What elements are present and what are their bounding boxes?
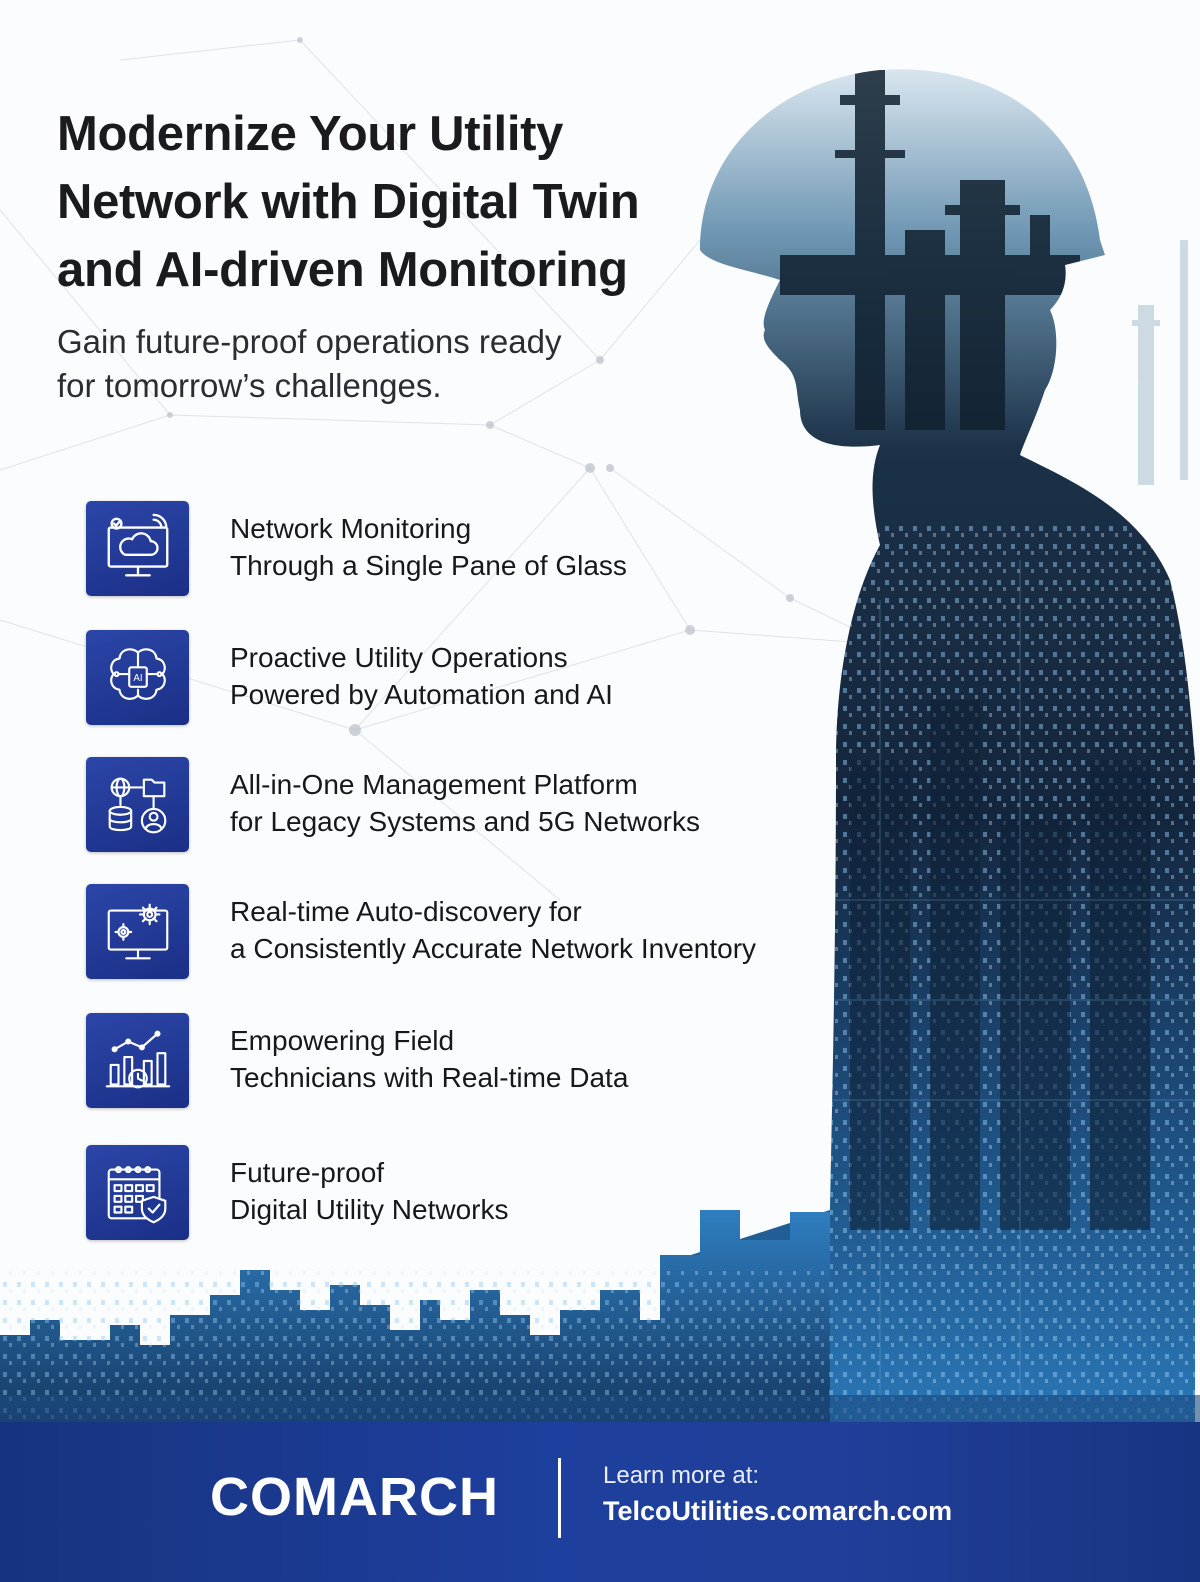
feature-title: Real-time Auto-discovery for — [230, 896, 582, 927]
feature-text — [230, 1154, 509, 1228]
feature-text — [230, 639, 613, 713]
feature-text — [230, 893, 756, 967]
feature-title: Future-proof — [230, 1157, 385, 1188]
svg-text:AI: AI — [132, 672, 143, 684]
feature-text — [230, 766, 700, 840]
feature-icon-tile — [86, 1145, 189, 1240]
feature-subtitle: Technicians with Real-time Data — [230, 1062, 629, 1093]
subtitle-line: for tomorrow’s challenges. — [57, 367, 442, 404]
calendar-shield-icon — [99, 1154, 177, 1232]
analytics-chart-icon — [99, 1022, 177, 1100]
feature-subtitle: for Legacy Systems and 5G Networks — [230, 806, 700, 837]
comarch-logo[interactable]: COMARCH — [210, 1467, 499, 1527]
title-line: Modernize Your Utility — [57, 107, 564, 161]
feature-item — [86, 1145, 846, 1241]
feature-icon-tile — [86, 630, 189, 725]
page-title — [57, 100, 757, 304]
feature-text — [230, 1022, 628, 1096]
page-subtitle — [57, 320, 737, 408]
title-line: Network with Digital Twin — [57, 175, 640, 229]
feature-icon-tile — [86, 884, 189, 979]
monitor-gears-icon — [99, 893, 177, 971]
feature-text — [230, 510, 627, 584]
learn-more-label: Learn more at: — [603, 1462, 760, 1489]
feature-subtitle: Powered by Automation and AI — [230, 679, 613, 710]
feature-item — [86, 1013, 846, 1109]
feature-item — [86, 630, 846, 726]
subtitle-line: Gain future-proof operations ready — [57, 323, 562, 360]
feature-icon-tile — [86, 757, 189, 852]
feature-subtitle: a Consistently Accurate Network Inventory — [230, 933, 757, 964]
feature-icon-tile — [86, 501, 189, 596]
feature-subtitle: Through a Single Pane of Glass — [230, 550, 627, 581]
feature-item — [86, 757, 846, 853]
website-link[interactable]: TelcoUtilities.comarch.com — [603, 1496, 953, 1526]
feature-title: Proactive Utility Operations — [230, 642, 568, 673]
feature-item — [86, 884, 846, 980]
feature-title: All-in-One Management Platform — [230, 769, 638, 800]
cloud-monitor-icon — [99, 510, 177, 588]
footer-divider — [558, 1458, 561, 1538]
ai-brain-icon — [99, 639, 177, 717]
network-database-icon — [99, 766, 177, 844]
footer-banner — [0, 1422, 1200, 1582]
feature-icon-tile — [86, 1013, 189, 1108]
feature-subtitle: Digital Utility Networks — [230, 1194, 509, 1225]
feature-title: Empowering Field — [230, 1025, 455, 1056]
feature-title: Network Monitoring — [230, 513, 472, 544]
feature-item — [86, 501, 846, 597]
title-line: and AI-driven Monitoring — [57, 243, 628, 297]
